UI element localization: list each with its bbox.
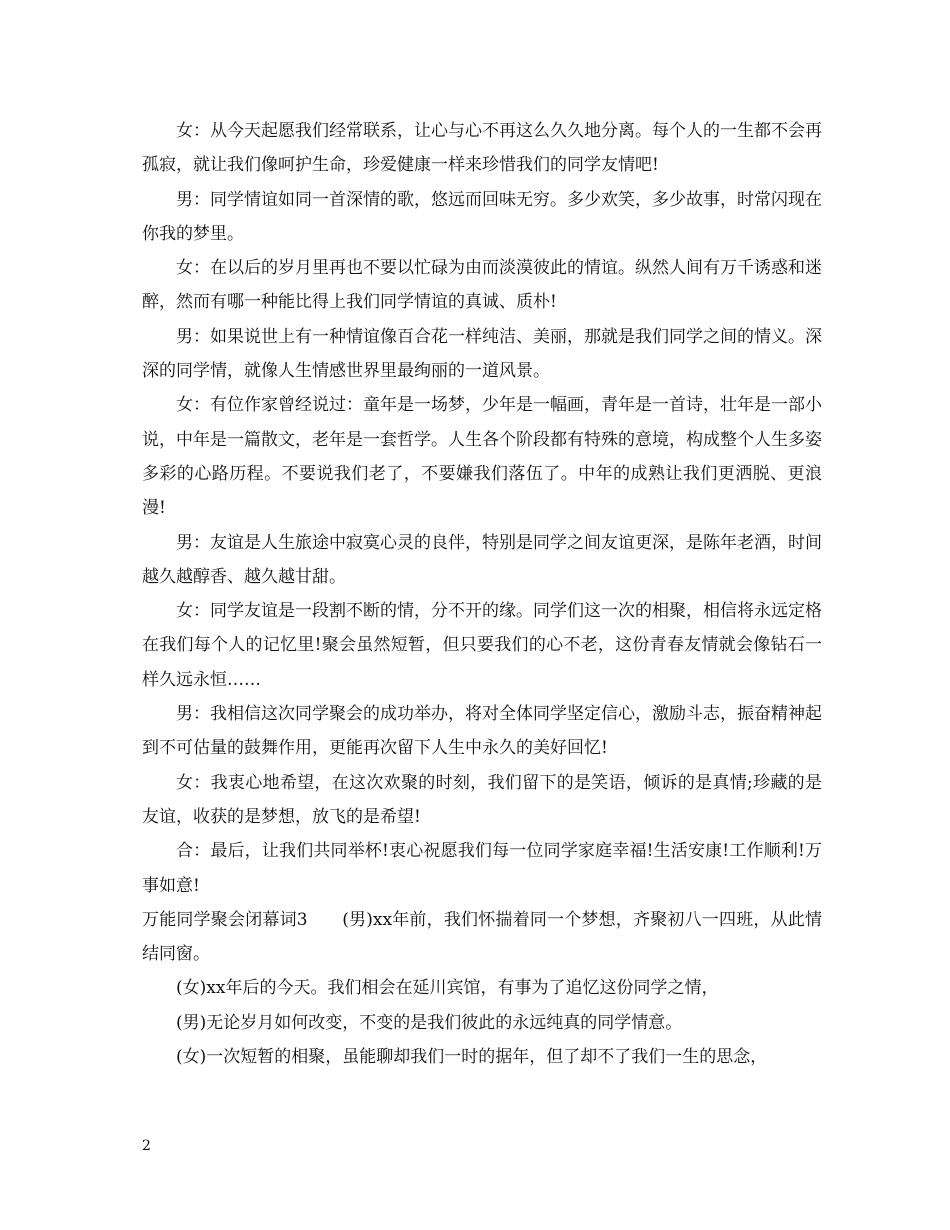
paragraph: (女)一次短暂的相聚，虽能聊却我们一时的据年，但了却不了我们一生的思念， bbox=[176, 1047, 768, 1068]
paragraph: (女)xx年后的今天。我们相会在延川宾馆，有事为了追忆这份同学之情， bbox=[176, 978, 719, 999]
paragraph: 合：最后，让我们共同举杯!衷心祝愿我们每一位同学家庭幸福!生活安康!工作顺利!万事如意! bbox=[142, 841, 822, 896]
paragraph: 女：我衷心地希望，在这次欢聚的时刻，我们留下的是笑语，倾诉的是真情;珍藏的是友谊，收获的是梦想，放飞的是希望! bbox=[142, 772, 822, 827]
section-heading-paragraph: 万能同学聚会闭幕词3 (男)xx年前，我们怀揣着同一个梦想，齐聚初八一四班，从此情结同窗。 bbox=[142, 909, 822, 965]
paragraph: 男：如果说世上有一种情谊像百合花一样纯洁、美丽，那就是我们同学之间的情义。深深的同学情，就像人生情感世界里最绚丽的一道风景。 bbox=[142, 326, 822, 382]
paragraph: 女：在以后的岁月里再也不要以忙碌为由而淡漠彼此的情谊。纵然人间有万千诱惑和迷醉，然而有哪一种能比得上我们同学情谊的真诚、质朴! bbox=[142, 258, 822, 313]
page-number: 2 bbox=[142, 1138, 151, 1154]
paragraph: 女：有位作家曾经说过：童年是一场梦，少年是一幅画，青年是一首诗，壮年是一部小说，中年是一篇散文，老年是一套哲学。人生各个阶段都有特殊的意境，构成整个人生多姿多彩的心路历程。不要说我们老了，不要嫌我们落伍了。中年的成熟让我们更洒脱、更浪漫! bbox=[142, 395, 822, 519]
paragraph: 女：同学友谊是一段割不断的情，分不开的缘。同学们这一次的相聚，相信将永远定格在我们每个人的记忆里!聚会虽然短暂，但只要我们的心不老，这份青春友情就会像钻石一样久远永恒…… bbox=[142, 601, 822, 690]
document-body bbox=[142, 114, 822, 1074]
paragraph: 男：友谊是人生旅途中寂寞心灵的良伴，特别是同学之间友谊更深，是陈年老酒，时间越久越醇香、越久越甘甜。 bbox=[142, 532, 822, 587]
paragraph: 男：同学情谊如同一首深情的歌，悠远而回味无穷。多少欢笑，多少故事，时常闪现在你我的梦里。 bbox=[142, 189, 822, 244]
paragraph: 男：我相信这次同学聚会的成功举办，将对全体同学坚定信心，激励斗志，振奋精神起到不可估量的鼓舞作用，更能再次留下人生中永久的美好回忆! bbox=[142, 704, 822, 759]
paragraph: 女：从今天起愿我们经常联系，让心与心不再这么久久地分离。每个人的一生都不会再孤寂，就让我们像呵护生命，珍爱健康一样来珍惜我们的同学友情吧! bbox=[142, 121, 822, 176]
paragraph: (男)无论岁月如何改变，不变的是我们彼此的永远纯真的同学情意。 bbox=[176, 1012, 683, 1033]
